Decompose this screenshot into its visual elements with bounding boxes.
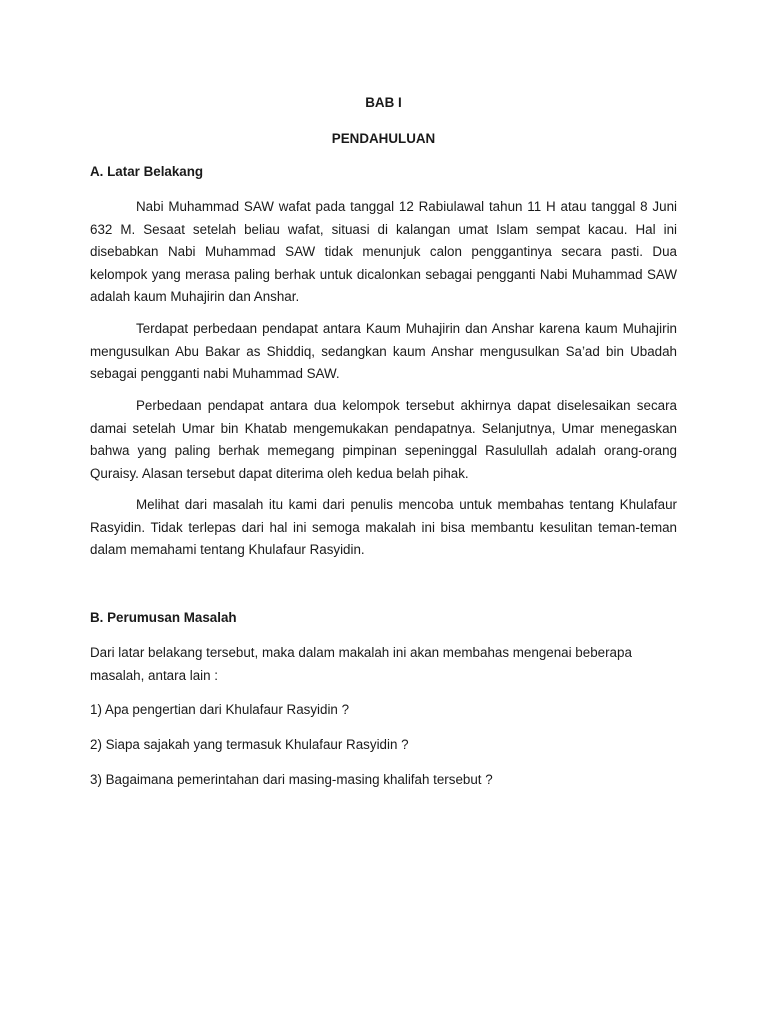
question-1: 1) Apa pengertian dari Khulafaur Rasyidin ?: [90, 702, 350, 717]
question-3: 3) Bagaimana pemerintahan dari masing-masing khalifah tersebut ?: [90, 772, 493, 787]
section-b-heading: B. Perumusan Masalah: [90, 610, 237, 625]
chapter-title: PENDAHULUAN: [331, 131, 436, 146]
paragraph-1: Nabi Muhammad SAW wafat pada tanggal 12 Rabiulawal tahun 11 H atau tanggal 8 Juni 632 M. Sesaat setelah beliau wafat, situasi di kalangan umat Islam sempat kacau. Hal ini disebabkan Nabi Muhammad SAW tidak menunjuk calon penggantinya secara pasti. Dua kelompok yang merasa paling berhak untuk dicalonkan sebagai pengganti Nabi Muhammad SAW adalah kaum Muhajirin dan Anshar.: [90, 199, 677, 304]
question-2: 2) Siapa sajakah yang termasuk Khulafaur Rasyidin ?: [90, 737, 409, 752]
section-b-intro: Dari latar belakang tersebut, maka dalam makalah ini akan membahas mengenai beberapa masalah, antara lain :: [90, 645, 632, 683]
section-a-heading: A. Latar Belakang: [90, 164, 204, 179]
paragraph-2: Terdapat perbedaan pendapat antara Kaum Muhajirin dan Anshar karena kaum Muhajirin mengusulkan Abu Bakar as Shiddiq, sedangkan kaum Anshar mengusulkan Sa’ad bin Ubadah sebagai pengganti nabi Muhammad SAW.: [90, 321, 677, 381]
chapter-number: BAB I: [365, 95, 402, 110]
paragraph-4: Melihat dari masalah itu kami dari penulis mencoba untuk membahas tentang Khulafaur Rasyidin. Tidak terlepas dari hal ini semoga makalah ini bisa membantu kesulitan teman-teman dalam memahami tentang Khulafaur Rasyidin.: [90, 497, 677, 557]
paragraph-3: Perbedaan pendapat antara dua kelompok tersebut akhirnya dapat diselesaikan secara damai setelah Umar bin Khatab mengemukakan pendapatnya. Selanjutnya, Umar menegaskan bahwa yang paling berhak memegang pimpinan sepeninggal Rasulullah adalah orang-orang Quraisy. Alasan tersebut dapat diterima oleh kedua belah pihak.: [90, 398, 677, 481]
